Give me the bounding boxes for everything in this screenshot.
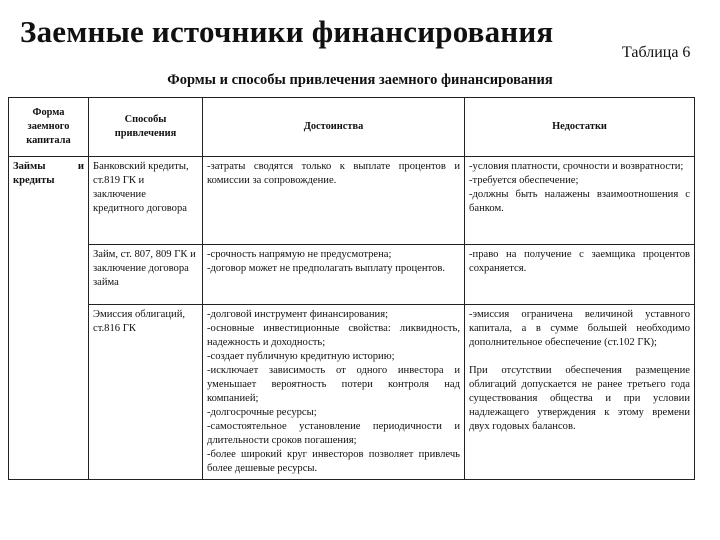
method-cell: Эмиссия облигаций, ст.816 ГК <box>89 305 203 480</box>
advantage-item: -срочность напрямую не предусмотрена; <box>207 249 392 260</box>
disadvantages-cell <box>465 157 695 245</box>
form-cell: Займы и кредиты <box>9 157 89 480</box>
disadvantages-cell <box>465 245 695 305</box>
advantage-item: -создает публичную кредитную историю; <box>207 350 395 362</box>
page-title: Заемные источники финансирования <box>20 14 554 49</box>
column-header-disadvantages: Недостатки <box>465 98 695 157</box>
advantage-item: -договор может не предполагать выплату процентов. <box>207 262 445 274</box>
table-row <box>9 245 695 305</box>
disadvantage-item: -эмиссия ограничена величиной уставного капитала, а в сумме большей необходимо дополнительное обеспечение (ст.102 ГК); <box>469 309 690 348</box>
disadvantage-item: -условия платности, срочности и возвратности; <box>469 161 684 172</box>
financing-table <box>8 97 695 480</box>
disadvantage-item: -право на получение с заемщика процентов сохраняется. <box>469 249 690 274</box>
disadvantage-item: -должны быть налажены взаимоотношения с банком. <box>469 188 690 214</box>
advantages-cell <box>203 305 465 480</box>
advantage-item: -самостоятельное установление периодичности и длительности сроков погашения; <box>207 420 460 446</box>
advantage-item: -более широкий круг инвесторов позволяет привлечь более дешевые ресурсы. <box>207 448 460 474</box>
method-cell: Банковский кредиты, ст.819 ГК и заключение кредитного договора <box>89 157 203 245</box>
disadvantage-item: -требуется обеспечение; <box>469 174 579 186</box>
table-number-label: Таблица 6 <box>622 44 691 61</box>
advantages-cell <box>203 245 465 305</box>
table-caption: Формы и способы привлечения заемного финансирования <box>167 72 553 88</box>
advantage-item: -долговой инструмент финансирования; <box>207 309 389 320</box>
advantages-cell <box>203 157 465 245</box>
column-header-form: Форма заемного капитала <box>9 98 89 157</box>
advantage-item: -затраты сводятся только к выплате процентов и комиссии за сопровождение. <box>207 161 460 186</box>
table-row <box>9 157 695 245</box>
disadvantage-item: При отсутствии обеспечения размещение облигаций допускается не ранее третьего года существования общества и при условии надлежащего утверждения к этому времени двух годовых балансов. <box>469 364 690 432</box>
table-row <box>9 305 695 480</box>
method-cell: Займ, ст. 807, 809 ГК и заключение договора займа <box>89 245 203 305</box>
advantage-item: -основные инвестиционные свойства: ликвидность, надежность и доходность; <box>207 322 460 348</box>
advantage-item: -долгосрочные ресурсы; <box>207 406 317 418</box>
column-header-advantages: Достоинства <box>203 98 465 157</box>
column-header-methods: Способы привлечения <box>89 98 203 157</box>
paragraph-gap <box>469 350 690 364</box>
advantage-item: -исключает зависимость от одного инвестора и уменьшает вероятность потери контроля над компанией; <box>207 364 460 404</box>
table-header-row <box>9 98 695 157</box>
disadvantages-cell <box>465 305 695 480</box>
